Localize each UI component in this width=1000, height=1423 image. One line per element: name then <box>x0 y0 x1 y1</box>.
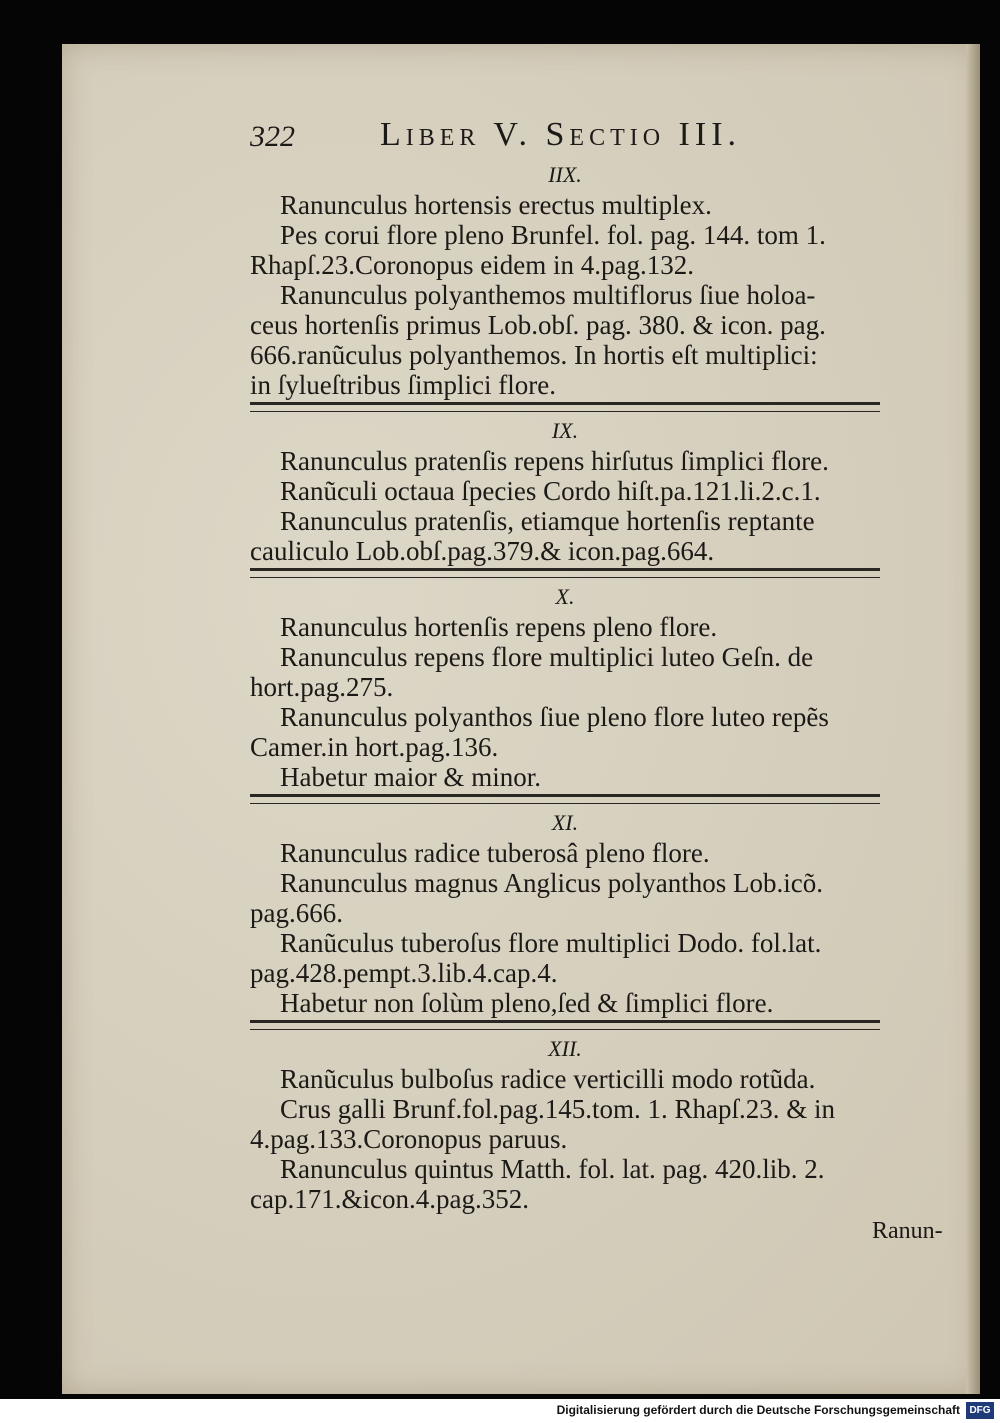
section-divider <box>250 402 880 412</box>
text-line: Ranũculi octaua ſpecies Cordo hiſt.pa.121.li.2.c.1. <box>280 476 821 506</box>
digitization-footer <box>0 1399 1000 1423</box>
page-number: 322 <box>250 120 295 153</box>
text-line: Habetur maior & minor. <box>280 762 541 792</box>
text-line: Ranunculus magnus Anglicus polyanthos Lob.icõ. <box>280 868 823 898</box>
running-title: Liber V. Sectio III. <box>380 116 742 153</box>
page-edge <box>966 44 980 1394</box>
text-line: Habetur non ſolùm pleno,ſed & ſimplici flore. <box>280 988 774 1018</box>
text-line: Ranunculus hortensis erectus multiplex. <box>280 190 712 220</box>
text-line: Pes corui flore pleno Brunfel. fol. pag. 144. tom 1. <box>280 220 826 250</box>
text-line: Crus galli Brunf.fol.pag.145.tom. 1. Rhapſ.23. & in <box>280 1094 835 1124</box>
section-heading: IIX. <box>548 162 582 187</box>
text-line: cap.171.&icon.4.pag.352. <box>250 1184 529 1214</box>
text-line: pag.666. <box>250 898 343 928</box>
text-line: 666.ranũculus polyanthemos. In hortis eſt multiplici: <box>250 340 818 370</box>
text-line: Ranunculus polyanthos ſiue pleno flore luteo repẽs <box>280 702 829 732</box>
text-line: Ranunculus pratenſis repens hirſutus ſimplici flore. <box>280 446 829 476</box>
text-line: Rhapſ.23.Coronopus eidem in 4.pag.132. <box>250 250 694 280</box>
text-line: pag.428.pempt.3.lib.4.cap.4. <box>250 958 558 988</box>
text-line: Ranunculus hortenſis repens pleno flore. <box>280 612 718 642</box>
section-heading: IX. <box>551 418 579 443</box>
section-heading: XI. <box>551 810 579 835</box>
text-line: hort.pag.275. <box>250 672 394 702</box>
text-line: cauliculo Lob.obſ.pag.379.& icon.pag.664. <box>250 536 715 566</box>
text-line: Camer.in hort.pag.136. <box>250 732 499 762</box>
text-line: Ranũculus tuberoſus flore multiplici Dodo. fol.lat. <box>280 928 822 958</box>
text-line: Ranunculus polyanthemos multiflorus ſiue holoa- <box>280 280 816 310</box>
footer-credit: Digitalisierung gefördert durch die Deutsche Forschungsgemeinschaft <box>556 1403 960 1417</box>
text-line: ceus hortenſis primus Lob.obſ. pag. 380. & icon. pag. <box>250 310 826 340</box>
body-text <box>250 160 880 1214</box>
text-line: Ranunculus radice tuberosâ pleno flore. <box>280 838 710 868</box>
text-line: Ranunculus quintus Matth. fol. lat. pag. 420.lib. 2. <box>280 1154 825 1184</box>
text-line: Ranunculus repens flore multiplici luteo Geſn. de <box>280 642 814 672</box>
section-divider <box>250 568 880 578</box>
text-line: Ranũculus bulboſus radice verticilli modo rotũda. <box>280 1064 816 1094</box>
text-line: in ſylueſtribus ſimplici flore. <box>250 370 556 400</box>
section-heading: XII. <box>548 1036 582 1061</box>
running-header <box>250 116 880 160</box>
catchword: Ranun- <box>872 1218 943 1244</box>
section-divider <box>250 794 880 804</box>
text-line: 4.pag.133.Coronopus paruus. <box>250 1124 568 1154</box>
dfg-logo: DFG <box>966 1402 994 1419</box>
text-line: Ranunculus pratenſis, etiamque hortenſis reptante <box>280 506 815 536</box>
section-heading: X. <box>555 584 575 609</box>
section-divider <box>250 1020 880 1030</box>
